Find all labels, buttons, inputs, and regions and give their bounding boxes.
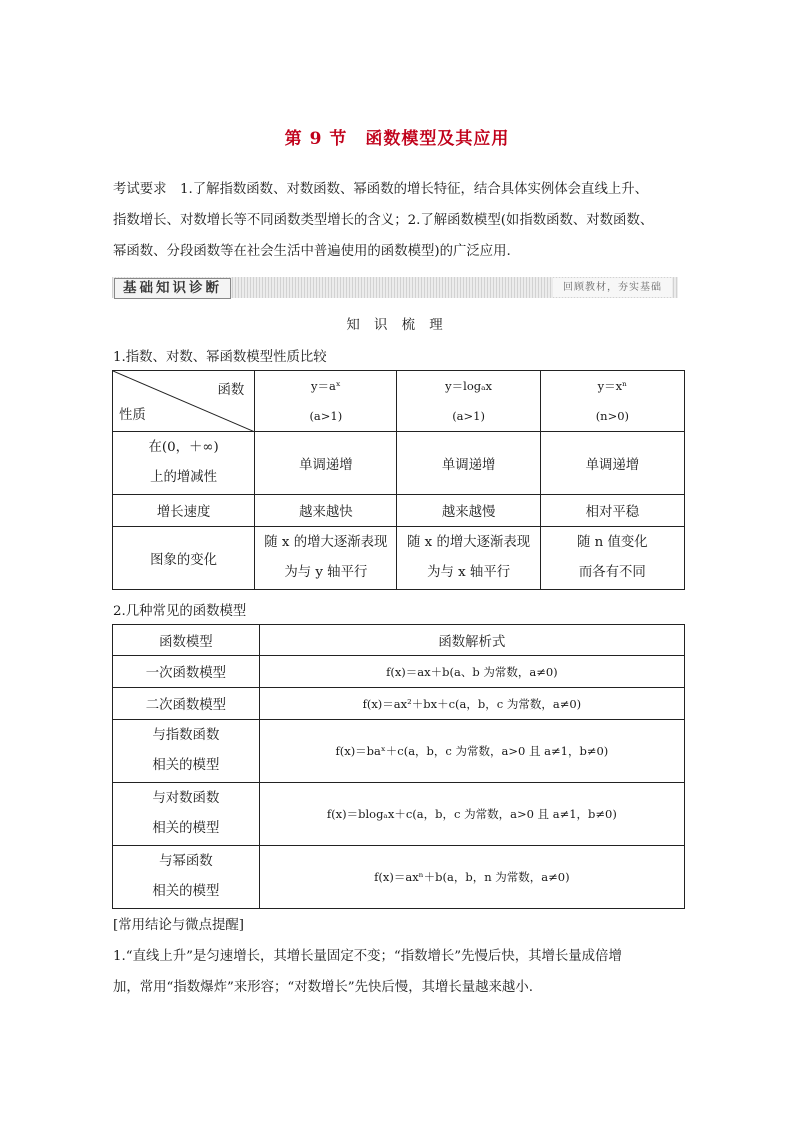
table-row xyxy=(113,783,685,846)
model-name-line: 一次函数模型 xyxy=(145,666,227,681)
section2-heading: 2.几种常见的函数模型 xyxy=(113,604,247,619)
table-cell xyxy=(397,495,540,527)
column-func: y＝logₐx xyxy=(445,379,493,393)
table-row xyxy=(113,688,685,720)
notes-line-2: 加，常用“指数爆炸”来形容；“对数增长”先快后慢，其增长量越来越小. xyxy=(113,980,533,995)
notes-line-1: 1.“直线上升”是匀速增长，其增长量固定不变；“指数增长”先慢后快，其增长量成倍增 xyxy=(113,949,622,964)
table-cell xyxy=(255,527,397,590)
column-header xyxy=(255,371,397,432)
cell-line: 随 x 的增大逐渐表现 xyxy=(406,535,531,550)
column-cond: (n>0) xyxy=(595,409,630,423)
column-header xyxy=(397,371,540,432)
table-cell xyxy=(540,527,684,590)
model-name-line: 相关的模型 xyxy=(152,758,220,773)
table-cell xyxy=(255,432,397,495)
property-comparison-table xyxy=(112,370,685,590)
row-label xyxy=(113,432,255,495)
table-row xyxy=(113,656,685,688)
model-formula xyxy=(259,656,684,688)
table-row xyxy=(113,495,685,527)
formula-text: f(x)＝blogₐx＋c(a，b，c 为常数，a>0 且 a≠1，b≠0) xyxy=(326,807,617,821)
model-name xyxy=(113,688,260,720)
table-row xyxy=(113,720,685,783)
knowledge-subheading: 知 识 梳 理 xyxy=(346,318,448,333)
header-text: 函数模型 xyxy=(159,634,213,650)
model-name-line: 与指数函数 xyxy=(152,728,220,743)
model-name-line: 相关的模型 xyxy=(152,821,220,836)
header-text: 函数解析式 xyxy=(438,634,506,650)
model-name xyxy=(113,846,260,909)
banner-subtitle: 回顾教材，夯实基础 xyxy=(553,278,672,297)
table-cell xyxy=(540,495,684,527)
section-banner xyxy=(112,277,678,298)
page-title: 第 9 节 函数模型及其应用 xyxy=(284,129,510,149)
row-label-line: 增长速度 xyxy=(156,505,211,520)
cell-text: 相对平稳 xyxy=(585,505,640,520)
row-label-line: 在(0，＋∞) xyxy=(148,440,219,455)
model-name-line: 与幂函数 xyxy=(159,854,213,869)
table-cell xyxy=(540,432,684,495)
model-formula xyxy=(259,846,684,909)
notes-paragraph xyxy=(113,941,685,1003)
model-name xyxy=(113,656,260,688)
table-header-row xyxy=(113,371,685,432)
requirements-line-2: 指数增长、对数增长等不同函数类型增长的含义；2.了解函数模型(如指数函数、对数函数、 xyxy=(113,213,654,228)
column-header xyxy=(540,371,684,432)
corner-cell xyxy=(113,371,255,432)
cell-line: 为与 y 轴平行 xyxy=(284,565,368,580)
requirements-line-3: 幂函数、分段函数等在社会生活中普遍使用的函数模型)的广泛应用. xyxy=(113,244,511,259)
row-label xyxy=(113,527,255,590)
cell-text: 越来越慢 xyxy=(441,505,496,520)
cell-text: 越来越快 xyxy=(299,505,353,520)
function-models-table xyxy=(112,624,685,909)
requirements-line-1: 考试要求 1.了解指数函数、对数函数、幂函数的增长特征，结合具体实例体会直线上升、 xyxy=(113,182,649,197)
section1-heading: 1.指数、对数、幂函数模型性质比较 xyxy=(113,350,327,365)
header-cell xyxy=(259,625,684,656)
row-label-line: 上的增减性 xyxy=(150,470,218,485)
cell-line: 为与 x 轴平行 xyxy=(427,565,511,580)
corner-top-label: 函数 xyxy=(217,383,245,398)
table-cell xyxy=(397,527,540,590)
model-name xyxy=(113,720,260,783)
column-func: y＝aˣ xyxy=(310,379,341,393)
header-cell xyxy=(113,625,260,656)
column-cond: (a>1) xyxy=(309,409,343,423)
model-formula xyxy=(259,783,684,846)
table-row xyxy=(113,846,685,909)
cell-text: 单调递增 xyxy=(299,457,353,473)
cell-text: 单调递增 xyxy=(441,457,496,473)
table-row xyxy=(113,432,685,495)
model-formula xyxy=(259,720,684,783)
table-row xyxy=(113,527,685,590)
cell-line: 随 n 值变化 xyxy=(577,535,648,550)
corner-bottom-label: 性质 xyxy=(119,408,146,423)
column-cond: (a>1) xyxy=(452,409,485,423)
exam-requirements xyxy=(113,174,685,267)
cell-line: 而各有不同 xyxy=(578,565,646,580)
banner-title: 基础知识诊断 xyxy=(114,278,231,299)
row-label-line: 图象的变化 xyxy=(150,552,218,568)
model-name-line: 与对数函数 xyxy=(152,791,220,806)
row-label xyxy=(113,495,255,527)
formula-text: f(x)＝ax＋b(a、b 为常数，a≠0) xyxy=(386,664,558,679)
notes-heading: [常用结论与微点提醒] xyxy=(113,918,244,933)
formula-text: f(x)＝axⁿ＋b(a，b，n 为常数，a≠0) xyxy=(374,870,570,884)
model-formula xyxy=(259,688,684,720)
table-header-row xyxy=(113,625,685,656)
table-cell xyxy=(255,495,397,527)
formula-text: f(x)＝baˣ＋c(a，b，c 为常数，a>0 且 a≠1，b≠0) xyxy=(335,744,609,758)
model-name-line: 二次函数模型 xyxy=(145,698,227,713)
column-func: y＝xⁿ xyxy=(597,379,628,393)
formula-text: f(x)＝ax²＋bx＋c(a，b，c 为常数，a≠0) xyxy=(362,696,582,711)
model-name-line: 相关的模型 xyxy=(152,884,220,899)
model-name xyxy=(113,783,260,846)
cell-line: 随 x 的增大逐渐表现 xyxy=(264,535,388,550)
table-cell xyxy=(397,432,540,495)
cell-text: 单调递增 xyxy=(585,457,640,473)
